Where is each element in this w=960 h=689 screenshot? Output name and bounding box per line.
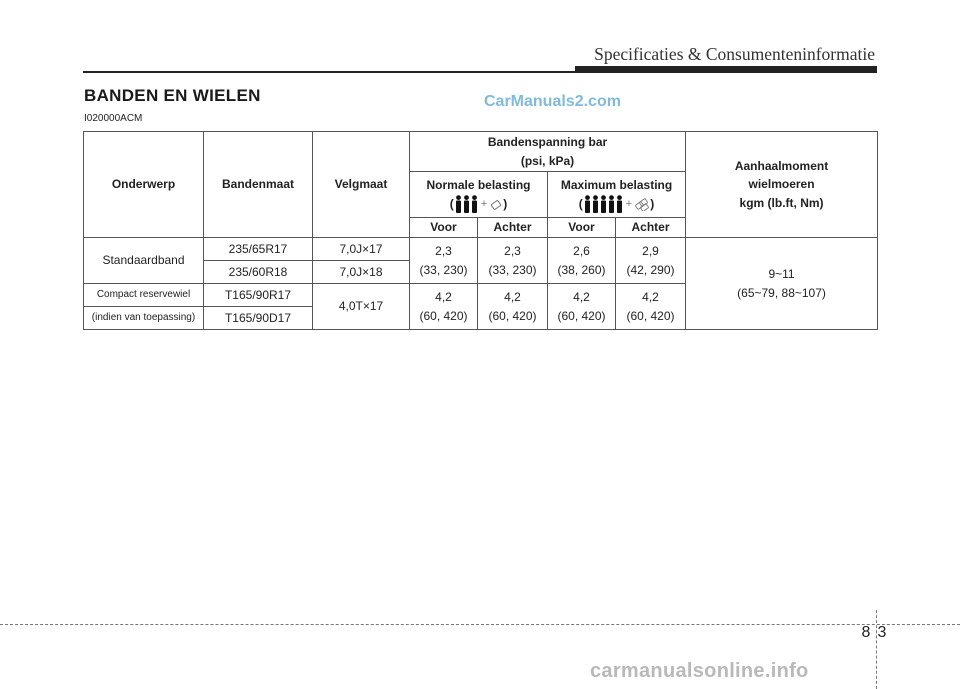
header-pressure-line1: Bandenspanning bar xyxy=(487,134,608,149)
header-wheel-size: Velgmaat xyxy=(313,132,410,238)
tire-spec-table xyxy=(83,131,878,330)
person-icon xyxy=(584,195,591,213)
person-icon xyxy=(455,195,462,213)
person-icon xyxy=(471,195,478,213)
normal-load-label: Normale belasting xyxy=(426,177,531,192)
section-code: I020000ACM xyxy=(84,113,143,124)
torque-sub: (65~79, 88~107) xyxy=(737,285,826,300)
compact-label-1: Compact reservewiel xyxy=(84,284,204,307)
page-number xyxy=(858,624,890,642)
chapter-number: 8 xyxy=(861,624,871,641)
standard-tire-size-2: 235/60R18 xyxy=(204,261,313,284)
header-torque-line1: Aanhaalmoment xyxy=(734,158,829,173)
header-max-front: Voor xyxy=(548,218,616,238)
plus-sign: + xyxy=(480,197,488,210)
pressure-value: 2,6 xyxy=(573,243,590,258)
standard-normal-front xyxy=(410,238,478,284)
pressure-sub: (60, 420) xyxy=(488,308,537,323)
standard-normal-rear xyxy=(478,238,548,284)
max-load-icons xyxy=(579,195,654,214)
compact-normal-rear xyxy=(478,284,548,330)
compact-normal-front xyxy=(410,284,478,330)
paren-close: ) xyxy=(503,196,508,211)
pressure-sub: (38, 260) xyxy=(557,262,606,277)
torque-value-cell xyxy=(686,238,878,330)
torque-value: 9~11 xyxy=(768,266,795,281)
pressure-value: 4,2 xyxy=(573,289,590,304)
paren-open: ( xyxy=(578,196,583,211)
pressure-value: 2,9 xyxy=(642,243,659,258)
standard-max-front xyxy=(548,238,616,284)
paren-close: ) xyxy=(650,196,655,211)
bag-icon xyxy=(490,198,502,210)
header-torque-line2: wielmoeren xyxy=(748,177,815,192)
pressure-sub: (33, 230) xyxy=(419,262,468,277)
pressure-sub: (60, 420) xyxy=(626,308,675,323)
standard-max-rear xyxy=(616,238,686,284)
normal-load-icons xyxy=(450,195,507,214)
chapter-title: Specificaties & Consumenteninformatie xyxy=(594,44,875,64)
max-load-label: Maximum belasting xyxy=(560,177,673,192)
page-number-separator xyxy=(876,610,877,689)
section-title: BANDEN EN WIELEN xyxy=(84,86,261,105)
person-icon xyxy=(463,195,470,213)
watermark-carmanualsonline: carmanualsonline.info xyxy=(590,660,809,682)
header-pressure-line2: (psi, kPa) xyxy=(520,153,575,168)
person-icon xyxy=(616,195,623,213)
standard-wheel-size-2: 7,0J×18 xyxy=(313,261,410,284)
compact-wheel-size: 4,0T×17 xyxy=(313,284,410,330)
pressure-sub: (42, 290) xyxy=(626,262,675,277)
header-normal-rear: Achter xyxy=(478,218,548,238)
standard-tire-size-1: 235/65R17 xyxy=(204,238,313,261)
header-subject: Onderwerp xyxy=(84,132,204,238)
person-icon xyxy=(592,195,599,213)
compact-max-front xyxy=(548,284,616,330)
pressure-sub: (33, 230) xyxy=(488,262,537,277)
header-tire-pressure xyxy=(410,132,686,172)
pressure-value: 2,3 xyxy=(435,243,452,258)
person-icon xyxy=(608,195,615,213)
header-max-rear: Achter xyxy=(616,218,686,238)
plus-sign: + xyxy=(625,197,633,210)
pressure-value: 4,2 xyxy=(504,289,521,304)
page-index: 3 xyxy=(877,624,887,641)
header-rule xyxy=(83,71,877,73)
pressure-value: 2,3 xyxy=(504,243,521,258)
pressure-value: 4,2 xyxy=(435,289,452,304)
header-torque xyxy=(686,132,878,238)
compact-label-2: (indien van toepassing) xyxy=(84,307,204,330)
pressure-value: 4,2 xyxy=(642,289,659,304)
compact-max-rear xyxy=(616,284,686,330)
person-icon xyxy=(600,195,607,213)
compact-tire-size-1: T165/90R17 xyxy=(204,284,313,307)
pressure-sub: (60, 420) xyxy=(557,308,606,323)
watermark-carmanuals2: CarManuals2.com xyxy=(484,93,621,110)
paren-open: ( xyxy=(449,196,454,211)
header-normal-load xyxy=(410,172,548,218)
bags-icon xyxy=(635,197,649,211)
standard-wheel-size-1: 7,0J×17 xyxy=(313,238,410,261)
pressure-sub: (60, 420) xyxy=(419,308,468,323)
header-torque-line3: kgm (lb.ft, Nm) xyxy=(739,195,824,210)
footer-dashed-rule xyxy=(0,624,960,625)
header-tire-size: Bandenmaat xyxy=(204,132,313,238)
header-normal-front: Voor xyxy=(410,218,478,238)
row-standard-label: Standaardband xyxy=(84,238,204,284)
header-max-load xyxy=(548,172,686,218)
compact-tire-size-2: T165/90D17 xyxy=(204,307,313,330)
